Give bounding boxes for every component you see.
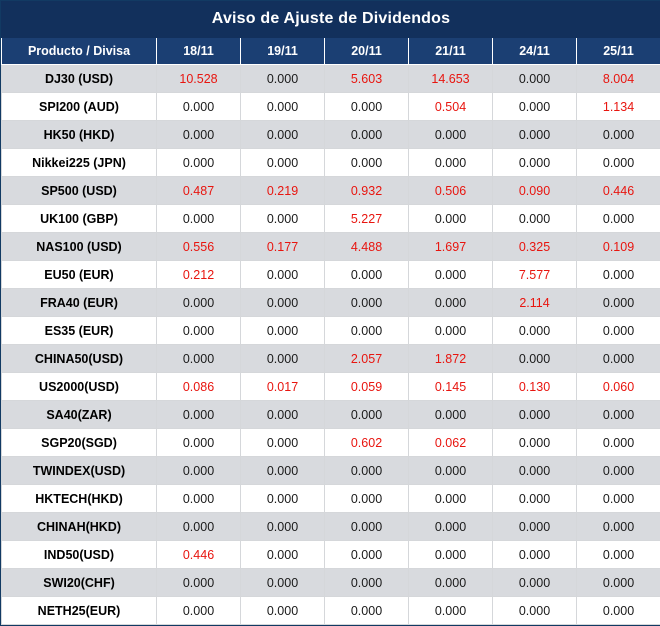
cell-value: 0.000 xyxy=(241,121,325,149)
row-label: EU50 (EUR) xyxy=(2,261,157,289)
table-body xyxy=(2,65,660,625)
row-label: SA40(ZAR) xyxy=(2,401,157,429)
cell-value: 0.000 xyxy=(325,485,409,513)
cell-value: 0.000 xyxy=(325,597,409,625)
cell-value: 0.000 xyxy=(325,513,409,541)
cell-value: 7.577 xyxy=(493,261,577,289)
cell-value: 0.000 xyxy=(493,569,577,597)
table-row xyxy=(2,429,660,457)
cell-value: 0.000 xyxy=(577,429,660,457)
cell-value: 0.145 xyxy=(409,373,493,401)
cell-value: 0.000 xyxy=(493,457,577,485)
table-row xyxy=(2,569,660,597)
row-label: HK50 (HKD) xyxy=(2,121,157,149)
cell-value: 0.000 xyxy=(325,541,409,569)
cell-value: 0.000 xyxy=(493,317,577,345)
cell-value: 0.109 xyxy=(577,233,660,261)
cell-value: 0.000 xyxy=(157,485,241,513)
cell-value: 0.000 xyxy=(409,289,493,317)
cell-value: 0.556 xyxy=(157,233,241,261)
cell-value: 0.000 xyxy=(577,149,660,177)
table-row xyxy=(2,121,660,149)
table-row xyxy=(2,289,660,317)
cell-value: 0.000 xyxy=(493,149,577,177)
cell-value: 0.130 xyxy=(493,373,577,401)
table-row xyxy=(2,177,660,205)
cell-value: 0.000 xyxy=(241,401,325,429)
cell-value: 0.000 xyxy=(241,429,325,457)
cell-value: 0.446 xyxy=(577,177,660,205)
table-row xyxy=(2,513,660,541)
cell-value: 0.487 xyxy=(157,177,241,205)
cell-value: 0.219 xyxy=(241,177,325,205)
row-label: SWI20(CHF) xyxy=(2,569,157,597)
cell-value: 0.000 xyxy=(157,93,241,121)
cell-value: 1.872 xyxy=(409,345,493,373)
cell-value: 5.227 xyxy=(325,205,409,233)
cell-value: 0.000 xyxy=(409,317,493,345)
cell-value: 0.000 xyxy=(157,205,241,233)
table-row xyxy=(2,373,660,401)
cell-value: 0.000 xyxy=(577,541,660,569)
cell-value: 0.000 xyxy=(157,149,241,177)
cell-value: 0.000 xyxy=(325,289,409,317)
cell-value: 0.000 xyxy=(577,569,660,597)
column-header-date-5: 24/11 xyxy=(493,38,577,65)
cell-value: 0.000 xyxy=(577,457,660,485)
cell-value: 0.000 xyxy=(157,597,241,625)
cell-value: 0.000 xyxy=(493,401,577,429)
cell-value: 8.004 xyxy=(577,65,660,93)
cell-value: 0.000 xyxy=(241,93,325,121)
row-label: ES35 (EUR) xyxy=(2,317,157,345)
cell-value: 0.000 xyxy=(577,205,660,233)
cell-value: 0.000 xyxy=(325,317,409,345)
cell-value: 0.000 xyxy=(157,457,241,485)
cell-value: 0.000 xyxy=(577,261,660,289)
cell-value: 1.697 xyxy=(409,233,493,261)
cell-value: 0.000 xyxy=(409,149,493,177)
cell-value: 0.000 xyxy=(157,401,241,429)
cell-value: 0.000 xyxy=(241,597,325,625)
cell-value: 0.000 xyxy=(493,541,577,569)
cell-value: 0.000 xyxy=(409,569,493,597)
table-row xyxy=(2,93,660,121)
row-label: SP500 (USD) xyxy=(2,177,157,205)
cell-value: 0.000 xyxy=(493,345,577,373)
cell-value: 0.000 xyxy=(577,345,660,373)
cell-value: 0.062 xyxy=(409,429,493,457)
cell-value: 0.000 xyxy=(577,289,660,317)
cell-value: 0.000 xyxy=(157,317,241,345)
column-header-date-1: 18/11 xyxy=(157,38,241,65)
cell-value: 0.000 xyxy=(157,429,241,457)
row-label: UK100 (GBP) xyxy=(2,205,157,233)
cell-value: 0.000 xyxy=(409,597,493,625)
row-label: SPI200 (AUD) xyxy=(2,93,157,121)
cell-value: 0.060 xyxy=(577,373,660,401)
row-label: Nikkei225 (JPN) xyxy=(2,149,157,177)
table-row xyxy=(2,149,660,177)
row-label: SGP20(SGD) xyxy=(2,429,157,457)
cell-value: 10.528 xyxy=(157,65,241,93)
cell-value: 0.000 xyxy=(241,289,325,317)
cell-value: 0.000 xyxy=(493,429,577,457)
cell-value: 0.000 xyxy=(493,65,577,93)
cell-value: 0.000 xyxy=(241,485,325,513)
cell-value: 4.488 xyxy=(325,233,409,261)
row-label: IND50(USD) xyxy=(2,541,157,569)
table-row xyxy=(2,205,660,233)
row-label: TWINDEX(USD) xyxy=(2,457,157,485)
cell-value: 0.000 xyxy=(577,401,660,429)
cell-value: 0.000 xyxy=(241,569,325,597)
table-row xyxy=(2,457,660,485)
cell-value: 0.000 xyxy=(577,597,660,625)
cell-value: 0.000 xyxy=(325,149,409,177)
row-label: CHINA50(USD) xyxy=(2,345,157,373)
table-row xyxy=(2,233,660,261)
table-title-row xyxy=(2,2,660,38)
cell-value: 0.000 xyxy=(493,93,577,121)
row-label: US2000(USD) xyxy=(2,373,157,401)
cell-value: 0.000 xyxy=(325,569,409,597)
cell-value: 14.653 xyxy=(409,65,493,93)
cell-value: 0.000 xyxy=(577,317,660,345)
cell-value: 0.212 xyxy=(157,261,241,289)
row-label: FRA40 (EUR) xyxy=(2,289,157,317)
cell-value: 0.000 xyxy=(157,569,241,597)
cell-value: 0.000 xyxy=(577,513,660,541)
cell-value: 0.000 xyxy=(325,121,409,149)
cell-value: 0.000 xyxy=(493,597,577,625)
cell-value: 0.017 xyxy=(241,373,325,401)
cell-value: 0.177 xyxy=(241,233,325,261)
table-row xyxy=(2,485,660,513)
column-header-date-4: 21/11 xyxy=(409,38,493,65)
cell-value: 0.000 xyxy=(409,121,493,149)
cell-value: 0.000 xyxy=(241,457,325,485)
cell-value: 0.000 xyxy=(493,205,577,233)
cell-value: 0.000 xyxy=(241,317,325,345)
cell-value: 2.114 xyxy=(493,289,577,317)
cell-value: 0.000 xyxy=(241,513,325,541)
table-row xyxy=(2,541,660,569)
table-row xyxy=(2,597,660,625)
cell-value: 0.000 xyxy=(493,485,577,513)
cell-value: 0.000 xyxy=(157,121,241,149)
cell-value: 0.000 xyxy=(157,289,241,317)
cell-value: 0.506 xyxy=(409,177,493,205)
cell-value: 0.000 xyxy=(157,513,241,541)
table-row xyxy=(2,65,660,93)
table-row xyxy=(2,261,660,289)
cell-value: 0.000 xyxy=(577,485,660,513)
row-label: HKTECH(HKD) xyxy=(2,485,157,513)
cell-value: 0.000 xyxy=(409,541,493,569)
cell-value: 0.000 xyxy=(241,149,325,177)
cell-value: 0.000 xyxy=(157,345,241,373)
cell-value: 0.000 xyxy=(577,121,660,149)
cell-value: 0.504 xyxy=(409,93,493,121)
cell-value: 1.134 xyxy=(577,93,660,121)
cell-value: 0.000 xyxy=(325,93,409,121)
table-row xyxy=(2,317,660,345)
cell-value: 0.000 xyxy=(241,261,325,289)
column-header-date-6: 25/11 xyxy=(577,38,660,65)
cell-value: 0.000 xyxy=(409,457,493,485)
dividend-adjustment-table xyxy=(1,1,660,625)
cell-value: 0.000 xyxy=(241,205,325,233)
cell-value: 0.000 xyxy=(241,541,325,569)
cell-value: 0.000 xyxy=(325,457,409,485)
cell-value: 0.000 xyxy=(409,205,493,233)
cell-value: 0.446 xyxy=(157,541,241,569)
row-label: DJ30 (USD) xyxy=(2,65,157,93)
cell-value: 0.325 xyxy=(493,233,577,261)
cell-value: 5.603 xyxy=(325,65,409,93)
column-header-date-2: 19/11 xyxy=(241,38,325,65)
cell-value: 0.602 xyxy=(325,429,409,457)
page-title: Aviso de Ajuste de Dividendos xyxy=(2,2,660,38)
cell-value: 2.057 xyxy=(325,345,409,373)
cell-value: 0.932 xyxy=(325,177,409,205)
column-header-date-3: 20/11 xyxy=(325,38,409,65)
table-row xyxy=(2,401,660,429)
cell-value: 0.000 xyxy=(241,65,325,93)
row-label: NETH25(EUR) xyxy=(2,597,157,625)
cell-value: 0.090 xyxy=(493,177,577,205)
cell-value: 0.000 xyxy=(493,513,577,541)
cell-value: 0.000 xyxy=(241,345,325,373)
cell-value: 0.086 xyxy=(157,373,241,401)
column-header-product: Producto / Divisa xyxy=(2,38,157,65)
table-header-row xyxy=(2,38,660,65)
cell-value: 0.000 xyxy=(325,401,409,429)
table-row xyxy=(2,345,660,373)
cell-value: 0.000 xyxy=(325,261,409,289)
cell-value: 0.000 xyxy=(409,513,493,541)
cell-value: 0.000 xyxy=(493,121,577,149)
cell-value: 0.000 xyxy=(409,485,493,513)
cell-value: 0.059 xyxy=(325,373,409,401)
cell-value: 0.000 xyxy=(409,401,493,429)
cell-value: 0.000 xyxy=(409,261,493,289)
row-label: NAS100 (USD) xyxy=(2,233,157,261)
row-label: CHINAH(HKD) xyxy=(2,513,157,541)
